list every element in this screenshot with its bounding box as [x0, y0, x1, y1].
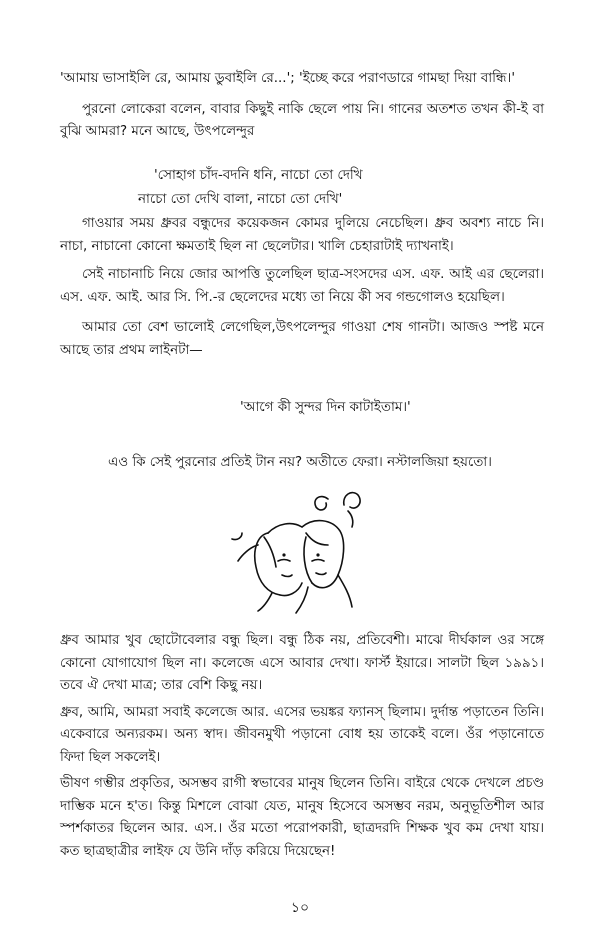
verse-line-1: 'সোহাগ চাঁদ-বদনি ধনি, নাচো তো দেখি [154, 168, 363, 183]
verse-last-song: 'আগে কী সুন্দর দিন কাটাইতাম।' [240, 400, 411, 415]
two-faces-sketch-icon [228, 475, 380, 617]
paragraph-dance: গাওয়ার সময় ধ্রুবর বন্ধুদের কয়েকজন কোমর দুলিয়ে নেচেছিল। ধ্রুব অবশ্য নাচে নি। নাচা, নাচানো কোনো ক্ষমতাই ছিল না ছেলেটার। খালি চেহারাটাই দ্যাখনাই। [60, 216, 544, 254]
paragraph-last-song: আমার তো বেশ ভালোই লেগেছিল,উৎপলেন্দুর গাওয়া শেষ গানটা। আজও স্পষ্ট মনে আছে তার প্রথম লাইনটা— [60, 320, 544, 358]
paragraph-sfi: সেই নাচানাচি নিয়ে জোর আপত্তি তুলেছিল ছাত্র-সংসদের এস. এফ. আই এর ছেলেরা। এস. এফ. আই. আর সি. পি.-র ছেলেদের মধ্যে তা নিয়ে কী সব গন্ডগোলও হয়েছিল। [60, 267, 544, 305]
text-block-top [60, 68, 544, 144]
page-number: ১০ [290, 900, 310, 916]
text-block-middle [60, 213, 544, 362]
paragraph-rs-fans: ধ্রুব, আমি, আমরা সবাই কলেজে আর. এসের ভয়ঙ্কর ফ্যানস্ ছিলাম। দুর্দান্ত পড়াতেন তিনি। একেবারে অন্যরকম। অন্য স্বাদ। জীবনমুখী পড়ানো বোধ হয় তাকেই বলে। ওঁর পড়ানোতে ফিদা ছিল সকলেই। [60, 704, 544, 765]
text-block-bottom [60, 630, 544, 863]
verse-line-2: নাচো তো দেখি বালা, নাচো তো দেখি' [138, 192, 343, 207]
song-quote-paragraph: 'আমায় ভাসাইলি রে, আমায় ডুবাইলি রে...'; 'ইচ্ছে করে পরাণডারে গামছা দিয়া বান্ধি।' [60, 71, 516, 86]
section-line: এও কি সেই পুরনোর প্রতিই টান নয়? অতীতে ফেরা। নস্টালজিয়া হয়তো। [108, 455, 492, 470]
paragraph-old-people: পুরনো লোকেরা বলেন, বাবার কিছুই নাকি ছেলে পায় নি। গানের অতশত তখন কী-ই বা বুঝি আমরা? মনে আছে, উৎপলেন্দুর [60, 101, 544, 139]
paragraph-rs-nature: ভীষণ গম্ভীর প্রকৃতির, অসম্ভব রাগী স্বভাবের মানুষ ছিলেন তিনি। বাইরে থেকে দেখলে প্রচণ্ড দাম্ভিক মনে হ'ত। কিন্তু মিশলে বোঝা যেত, মানুষ হিসেবে অসম্ভব নরম, অনুভূতিশীল আর স্পর্শকাতর ছিলেন আর. এস.। ওঁর মতো পরোপকারী, ছাত্রদরদি শিক্ষক খুব কম দেখা যায়। কত ছাত্রছাত্রীর লাইফ যে উনি দাঁড় করিয়ে দিয়েছেন! [60, 776, 544, 859]
paragraph-dhruba: ধ্রুব আমার খুব ছোটোবেলার বন্ধু ছিল। বন্ধু ঠিক নয়, প্রতিবেশী। মাঝে দীর্ঘকাল ওর সঙ্গে কোনো যোগাযোগ ছিল না। কলেজে এসে আবার দেখা। ফার্স্ট ইয়ারে। সালটা ছিল ১৯৯১। তবে ঐ দেখা মাত্র; তার বেশি কিছু নয়। [60, 633, 544, 693]
